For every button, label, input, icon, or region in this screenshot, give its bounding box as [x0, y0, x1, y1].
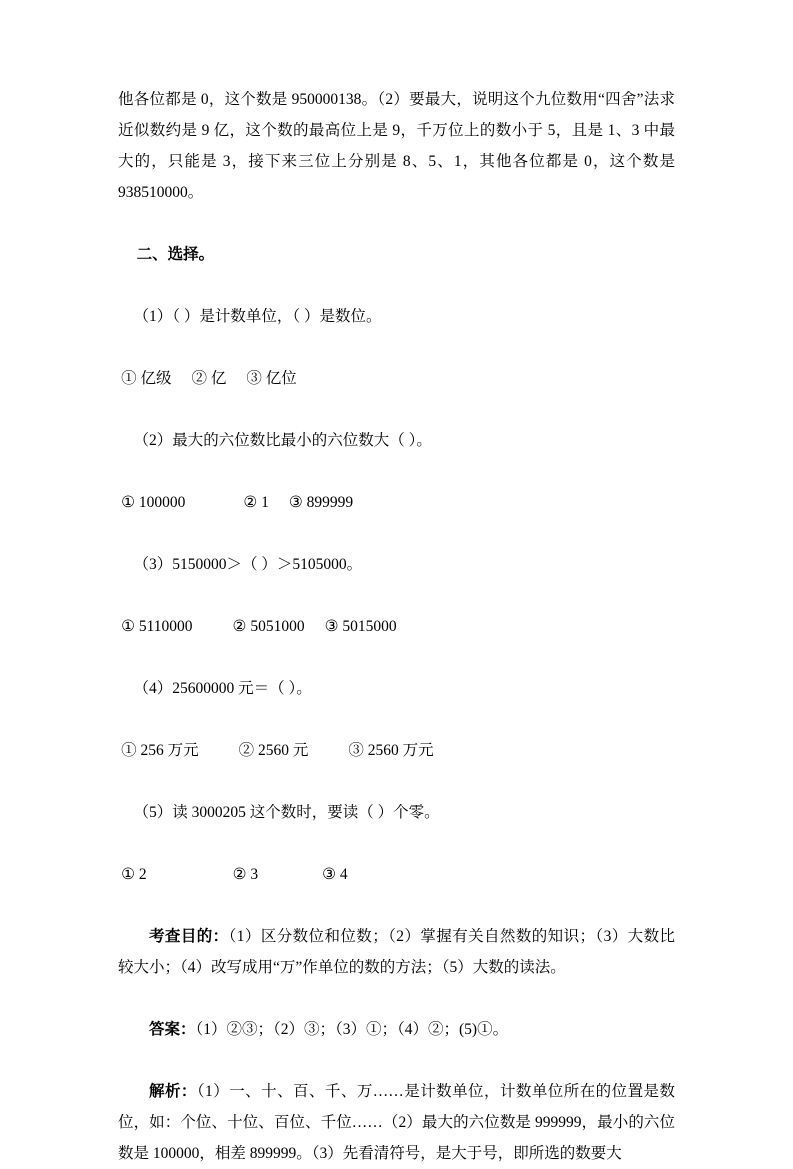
- question-1: （1）（ ）是计数单位，（ ）是数位。: [133, 308, 382, 325]
- spacer: [118, 580, 675, 611]
- analysis-text: （1）一、十、百、千、万……是计数单位，计数单位所在的位置是数位，如：个位、十位、百位、千位……（2）最大的六位数是 999999，最小的六位数是 100000，相差 899999。（3）先看清符号，是大于号，即所选的数要大: [118, 1083, 675, 1162]
- section-heading-choice: 二、选择。: [136, 246, 215, 263]
- analysis-paragraph: [118, 1076, 675, 1169]
- spacer: [118, 828, 675, 859]
- q2-option-2: ② 1: [243, 494, 269, 511]
- spacer: [118, 1045, 675, 1076]
- spacer: [118, 890, 675, 921]
- spacer: [118, 332, 675, 363]
- spacer: [118, 456, 675, 487]
- q4-option-1: ① 256 万元: [121, 742, 199, 759]
- q2-option-1: ① 100000: [121, 494, 186, 511]
- spacer: [118, 208, 675, 239]
- q5-option-1: ① 2: [121, 866, 147, 883]
- spacer: [118, 518, 675, 549]
- purpose-text: （1）区分数位和位数；（2）掌握有关自然数的知识；（3）大数比较大小；（4）改写成用“万”作单位的数的方法；（5）大数的读法。: [118, 928, 675, 976]
- question-2-options: [118, 487, 675, 518]
- question-4-options: [118, 735, 675, 766]
- spacer: [118, 270, 675, 301]
- q1-option-1: ① 亿级: [121, 370, 172, 387]
- question-5-options: [118, 859, 675, 890]
- q4-option-2: ② 2560 元: [238, 742, 309, 759]
- answer-paragraph: [118, 1014, 675, 1045]
- q5-option-2: ② 3: [232, 866, 259, 883]
- analysis-label: 解析：: [149, 1083, 197, 1100]
- spacer: [118, 983, 675, 1014]
- q4-option-3: ③ 2560 万元: [348, 742, 434, 759]
- question-3: （3）5150000＞（ ）＞5105000。: [133, 556, 363, 573]
- paragraph-intro: 他各位都是 0，这个数是 950000138。（2）要最大，说明这个九位数用“四舍”法求近似数约是 9 亿，这个数的最高位上是 9，千万位上的数小于 5，且是 1、3 中最大的，只能是 3，接下来三位上分别是 8、5、1，其他各位都是 0，这个数是 938510000。: [118, 91, 675, 201]
- q1-option-2: ② 亿: [191, 370, 227, 387]
- q2-option-3: ③ 899999: [288, 494, 354, 511]
- q3-option-3: ③ 5015000: [324, 618, 397, 635]
- question-1-options: [118, 363, 675, 394]
- question-5: （5）读 3000205 这个数时，要读（ ）个零。: [133, 804, 440, 821]
- answer-text: （1）②③；（2）③；（3）①；（4）②；(5)①。: [195, 1021, 509, 1038]
- purpose-label: 考查目的：: [149, 928, 229, 945]
- purpose-paragraph: [118, 921, 675, 983]
- question-2: （2）最大的六位数比最小的六位数大（ ）。: [133, 432, 432, 449]
- spacer: [118, 394, 675, 425]
- answer-label: 答案：: [149, 1021, 196, 1038]
- spacer: [118, 642, 675, 673]
- q3-option-1: ① 5110000: [121, 618, 193, 635]
- spacer: [118, 766, 675, 797]
- q3-option-2: ② 5051000: [232, 618, 305, 635]
- question-3-options: [118, 611, 675, 642]
- document-body: [118, 84, 675, 1169]
- spacer: [118, 704, 675, 735]
- question-4: （4）25600000 元＝（ ）。: [133, 680, 312, 697]
- q1-option-3: ③ 亿位: [246, 370, 297, 387]
- q5-option-3: ③ 4: [322, 866, 348, 883]
